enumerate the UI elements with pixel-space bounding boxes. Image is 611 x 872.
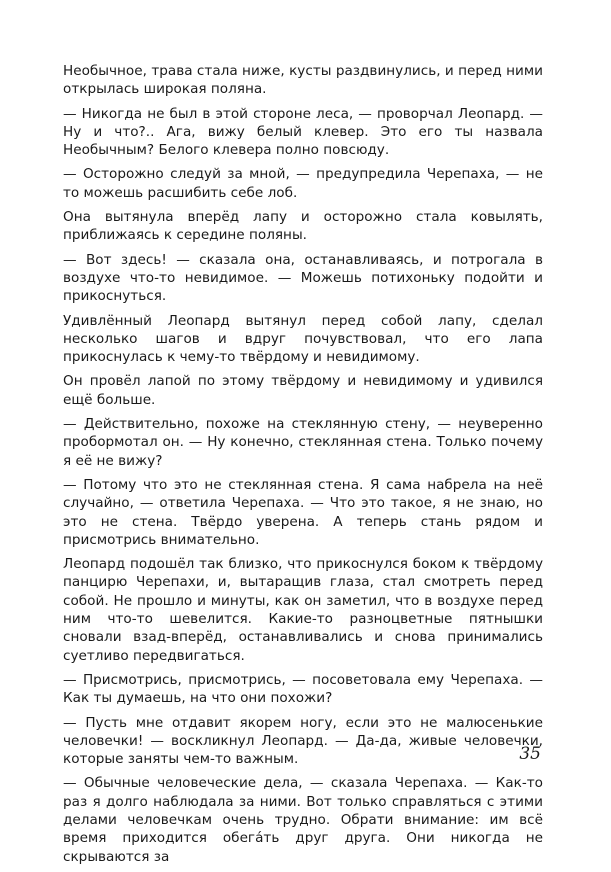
paragraph: — Действительно, похоже на стеклянную стену, — неуверенно пробормотал он. — Ну конечно, стеклянная стена. Только почему я её не вижу? [63,416,543,469]
body-text [63,62,543,872]
paragraph: — Потому что это не стеклянная стена. Я сама набрела на неё случайно, — ответила Черепаха. — Что это такое, я не знаю, но это не стена. Твёрдо уверена. А теперь стань рядом и присмотрись внимательно. [63,476,543,548]
paragraph: — Обычные человеческие дела, — сказала Черепаха. — Как-то раз я долго наблюдала за ними. Вот только справляться с этими делами человечкам очень трудно. Обрати внимание: им всё время приходится обега́ть друг друга. Они никогда не скрываются за [63,775,543,865]
paragraph: Леопард подошёл так близко, что прикоснулся боком к твёрдому панцирю Черепахи, и, вытаращив глаза, стал смотреть перед собой. Не прошло и минуты, как он заметил, что в воздухе перед ним что-то шевелится. Какие-то разноцветные пятнышки сновали взад-вперёд, останавливались и снова принимались суетливо передвигаться. [63,556,543,664]
paragraph: — Осторожно следуй за мной, — предупредила Черепаха, — не то можешь расшибить себе лоб. [63,166,543,201]
paragraph: Необычное, трава стала ниже, кусты раздвинулись, и перед ними открылась широкая поляна. [63,63,543,98]
paragraph: Она вытянула вперёд лапу и осторожно стала ковылять, приближаясь к середине поляны. [63,209,543,244]
paragraph: Он провёл лапой по этому твёрдому и невидимому и удивился ещё больше. [63,373,543,408]
paragraph: — Никогда не был в этой стороне леса, — проворчал Леопард. — Ну и что?.. Ага, вижу белый клевер. Это его ты назвала Необычным? Белого клевера полно повсюду. [63,105,543,159]
paragraph: — Присмотрись, присмотрись, — посоветовала ему Черепаха. — Как ты думаешь, на что они похожи? [63,671,543,707]
paragraph: — Пусть мне отдавит якорем ногу, если это не малюсенькие человечки! — воскликнул Леопард. — Да-да, живые человечки, которые заняты чем-то важным. [63,714,543,768]
page-number: 35 [519,744,541,764]
paragraph: — Вот здесь! — сказала она, останавливаясь, и потрогала в воздухе что-то невидимое. — Можешь потихоньку подойти и прикоснуться. [63,251,543,305]
paragraph: Удивлённый Леопард вытянул перед собой лапу, сделал несколько шагов и вдруг почувствовал, что его лапа прикоснулась к чему-то твёрдому и невидимому. [63,312,543,366]
